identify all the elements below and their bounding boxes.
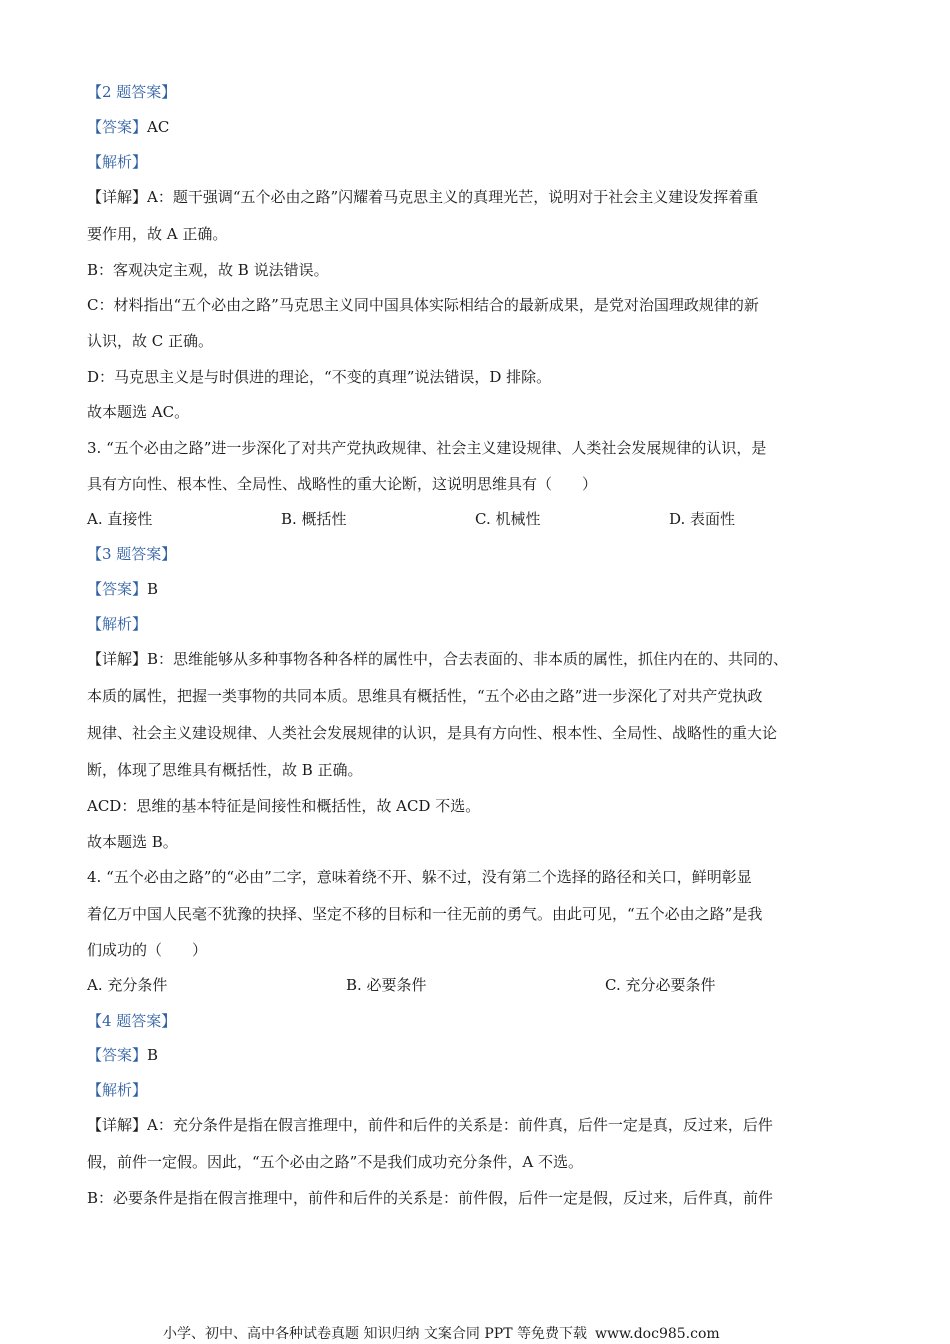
q2-detail-line: 认识，故 C 正确。 [87,332,214,350]
footer-text: 小学、初中、高中各种试卷真题 知识归纳 文案合同 PPT 等免费下载 [163,1326,587,1342]
q3-option-a: A. 直接性 [87,510,153,528]
detail-tag: 【详解】 [87,650,148,668]
q2-answer [87,117,169,137]
q2-detail-line [87,187,758,207]
page-footer [163,1325,728,1343]
answer-tag: 【答案】 [87,580,148,598]
detail-text: A：充分条件是指在假言推理中，前件和后件的关系是：前件真，后件一定是真，反过来，后件 [147,1116,773,1134]
detail-text: B：思维能够从多种事物各种各样的属性中，合去表面的、非本质的属性，抓住内在的、共同的、 [147,650,789,668]
answer-tag: 【答案】 [87,1046,148,1064]
q3-stem-line: 具有方向性、根本性、全局性、战略性的重大论断，这说明思维具有（ ） [87,475,598,493]
q3-detail-line: 本质的属性，把握一类事物的共同本质。思维具有概括性，“五个必由之路”进一步深化了对共产党执政 [87,687,763,705]
answer-value: B [147,1046,159,1064]
q3-detail-line [87,649,788,669]
q4-answer [87,1045,158,1065]
q2-analysis-tag: 【解析】 [87,153,148,171]
q3-stem-line: 3. “五个必由之路”进一步深化了对共产党执政规律、社会主义建设规律、人类社会发展规律的认识，是 [87,439,767,457]
q4-analysis-tag: 【解析】 [87,1081,148,1099]
q2-conclusion: 故本题选 AC。 [87,403,190,421]
q3-detail-line: 规律、社会主义建设规律、人类社会发展规律的认识，是具有方向性、根本性、全局性、战略性的重大论 [87,724,778,742]
detail-tag: 【详解】 [87,188,148,206]
q3-detail-line: ACD：思维的基本特征是间接性和概括性，故 ACD 不选。 [87,797,481,815]
answer-value: AC [147,118,170,136]
q4-detail-line [87,1115,773,1135]
q2-detail-line: 要作用，故 A 正确。 [87,225,228,243]
q4-option-a: A. 充分条件 [87,976,168,994]
q3-option-b: B. 概括性 [281,510,347,528]
q2-detail-line: B：客观决定主观，故 B 说法错误。 [87,261,329,279]
answer-tag: 【答案】 [87,118,148,136]
q3-detail-line: 断，体现了思维具有概括性，故 B 正确。 [87,761,363,779]
q4-detail-line: B：必要条件是指在假言推理中，前件和后件的关系是：前件假，后件一定是假，反过来，后件真，前件 [87,1189,774,1207]
detail-text: A：题干强调“五个必由之路”闪耀着马克思主义的真理光芒，说明对于社会主义建设发挥着重 [147,188,759,206]
q4-stem-line: 着亿万中国人民毫不犹豫的抉择、坚定不移的目标和一往无前的勇气。由此可见，“五个必由之路”是我 [87,905,763,923]
q4-option-c: C. 充分必要条件 [605,976,716,994]
q2-detail-line: C：材料指出“五个必由之路”马克思主义同中国具体实际相结合的最新成果，是党对治国理政规律的新 [87,296,759,314]
q2-answer-header: 【2 题答案】 [87,83,177,101]
q4-option-b: B. 必要条件 [346,976,427,994]
q3-answer [87,579,158,599]
q4-stem-line: 4. “五个必由之路”的“必由”二字，意味着绕不开、躲不过，没有第二个选择的路径和关口，鲜明彰显 [87,868,752,886]
q3-analysis-tag: 【解析】 [87,615,148,633]
q2-detail-line: D：马克思主义是与时俱进的理论，“不变的真理”说法错误，D 排除。 [87,368,552,386]
q3-answer-header: 【3 题答案】 [87,545,177,563]
q3-option-d: D. 表面性 [669,510,736,528]
q3-option-c: C. 机械性 [475,510,541,528]
q4-stem-line: 们成功的（ ） [87,941,208,959]
q3-conclusion: 故本题选 B。 [87,833,178,851]
q4-answer-header: 【4 题答案】 [87,1012,177,1030]
footer-url[interactable]: www.doc985.com [594,1326,720,1342]
detail-tag: 【详解】 [87,1116,148,1134]
answer-value: B [147,580,159,598]
q4-detail-line: 假，前件一定假。因此，“五个必由之路”不是我们成功充分条件，A 不选。 [87,1153,583,1171]
